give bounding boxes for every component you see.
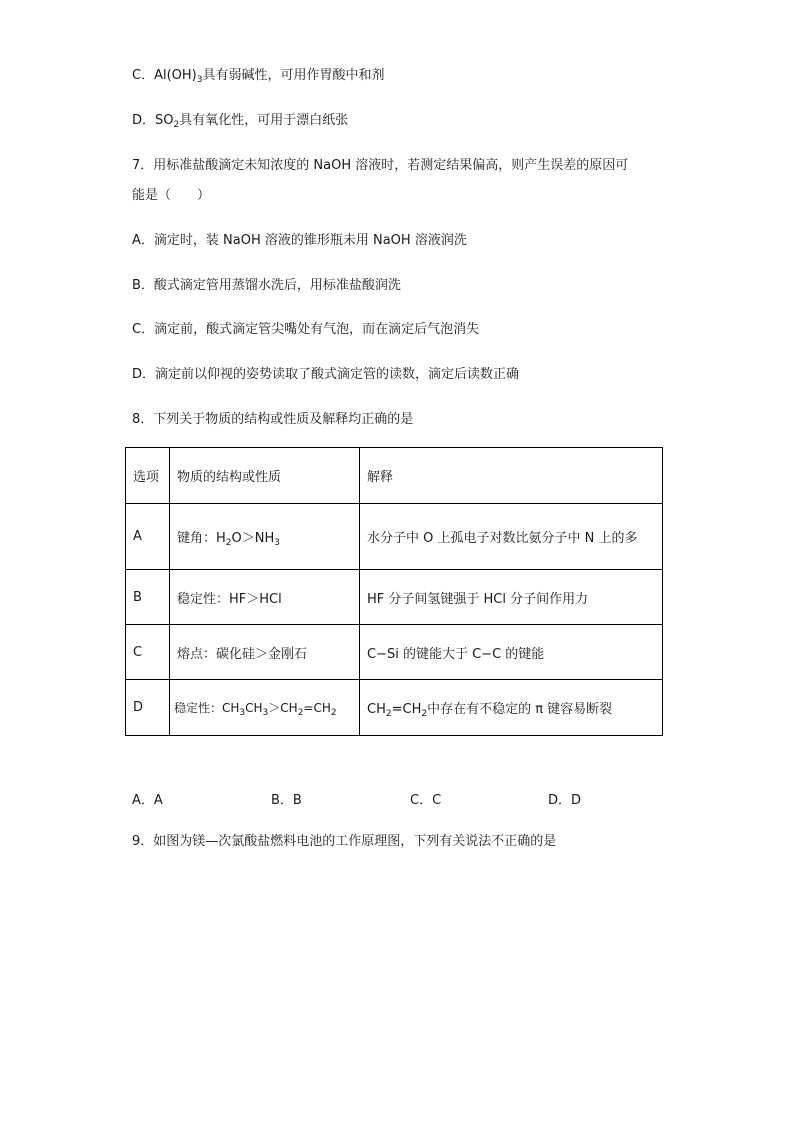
table-row [126, 680, 663, 736]
row-explanation: 水分子中 O 上孤电子对数比氨分子中 N 上的多 [360, 504, 663, 570]
q6-option-c: C．$Al(OH)_3$具有弱碱性，可用作胃酸中和剂 [132, 68, 385, 85]
row-property: 熔点：碳化硅＞金刚石 [170, 625, 360, 680]
header-explanation: 解释 [360, 448, 663, 504]
q9-stem: 9．如图为镁—次氯酸盐燃料电池的工作原理图，下列有关说法不正确的是 [132, 834, 557, 849]
row-explanation: $CH_2=CH_2$中存在有不稳定的 π 键容易断裂 [360, 680, 663, 736]
header-property: 物质的结构或性质 [170, 448, 360, 504]
table-row [126, 625, 663, 680]
q7-option-c: C．滴定前，酸式滴定管尖嘴处有气泡，而在滴定后气泡消失 [132, 322, 480, 337]
row-property: 键角：$H_2O>NH_3$ [170, 504, 360, 570]
q7-stem-line1: 7．用标准盐酸滴定未知浓度的 NaOH 溶液时，若测定结果偏高，则产生误差的原因可 [132, 158, 629, 173]
row-explanation: C−Si 的键能大于 C−C 的键能 [360, 625, 663, 680]
row-option: C [126, 625, 170, 680]
q7-option-b: B．酸式滴定管用蒸馏水洗后，用标准盐酸润洗 [132, 278, 401, 293]
table-row [126, 504, 663, 570]
q7-option-d: D．滴定前以仰视的姿势读取了酸式滴定管的读数，滴定后读数正确 [132, 367, 520, 382]
row-option: D [126, 680, 170, 736]
row-explanation: HF 分子间氢键强于 HCl 分子间作用力 [360, 570, 663, 625]
q6-option-d: D．$SO_2$具有氧化性，可用于漂白纸张 [132, 113, 349, 130]
answer-option-d: D．D [548, 793, 582, 808]
row-option: B [126, 570, 170, 625]
q7-option-a: A．滴定时，装 NaOH 溶液的锥形瓶未用 NaOH 溶液润洗 [132, 233, 467, 248]
q8-stem: 8．下列关于物质的结构或性质及解释均正确的是 [132, 412, 414, 427]
answer-option-a: A．A [132, 793, 163, 808]
header-option: 选项 [126, 448, 170, 504]
row-property: 稳定性：$CH_3CH_3>CH_2=CH_2$ [170, 680, 360, 736]
table-header-row [126, 448, 663, 504]
q7-stem-line2: 能是（ ） [132, 188, 211, 203]
table-row [126, 570, 663, 625]
q8-table [125, 447, 663, 736]
row-option: A [126, 504, 170, 570]
answer-option-b: B．B [271, 793, 302, 808]
q8-answer-options [132, 789, 732, 807]
answer-option-c: C．C [410, 793, 442, 808]
row-property: 稳定性：HF＞HCl [170, 570, 360, 625]
